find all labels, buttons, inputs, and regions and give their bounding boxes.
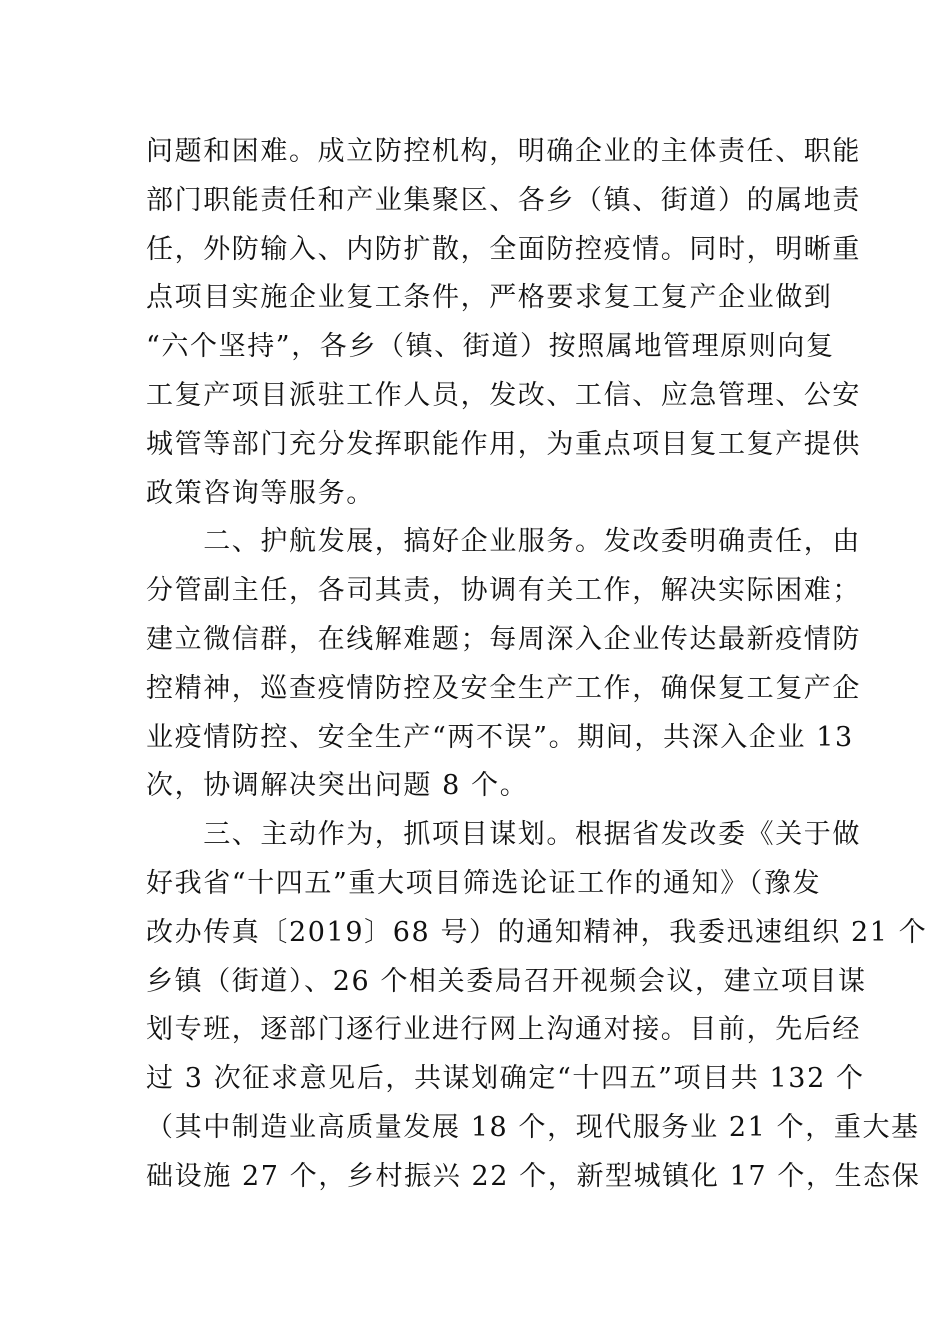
text-line: 业疫情防控、安全生产“两不误”。期间，共深入企业 13 — [146, 721, 854, 753]
text-line: 划专班，逐部门逐行业进行网上沟通对接。目前，先后经 — [146, 1014, 861, 1046]
text-line: 乡镇（街道）、26 个相关委局召开视频会议，建立项目谋 — [146, 965, 867, 997]
text-line: 问题和困难。成立防控机构，明确企业的主体责任、职能 — [146, 136, 861, 167]
text-line: 任，外防输入、内防扩散，全面防控疫情。同时，明晰重 — [146, 233, 861, 265]
text-line: “六个坚持”，各乡（镇、街道）按照属地管理原则向复 — [146, 331, 835, 363]
text-line: 部门职能责任和产业集聚区、各乡（镇、街道）的属地责 — [146, 184, 861, 216]
text-line: 改办传真〔2019〕68 号）的通知精神，我委迅速组织 21 个 — [146, 916, 928, 948]
text-line: 过 3 次征求意见后，共谋划确定“十四五”项目共 132 个 — [146, 1063, 865, 1095]
text-line: 工复产项目派驻工作人员，发改、工信、应急管理、公安 — [146, 379, 861, 411]
text-line: 础设施 27 个，乡村振兴 22 个，新型城镇化 17 个，生态保 — [146, 1160, 921, 1192]
text-line: 好我省“十四五”重大项目筛选论证工作的通知》（豫发 — [146, 867, 822, 899]
text-line: 点项目实施企业复工条件，严格要求复工复产企业做到 — [146, 282, 833, 314]
text-line: 控精神，巡查疫情防控及安全生产工作，确保复工复产企 — [146, 672, 861, 704]
text-line: 次，协调解决突出问题 8 个。 — [146, 770, 529, 802]
text-line: 分管副主任，各司其责，协调有关工作，解决实际困难； — [146, 575, 861, 607]
text-line: 三、主动作为，抓项目谋划。根据省发改委《关于做 — [146, 819, 861, 851]
text-line: （其中制造业高质量发展 18 个，现代服务业 21 个，重大基 — [146, 1111, 920, 1143]
body-text — [146, 128, 928, 1202]
text-line: 建立微信群，在线解难题；每周深入企业传达最新疫情防 — [146, 623, 861, 655]
text-line: 城管等部门充分发挥职能作用，为重点项目复工复产提供 — [146, 428, 861, 460]
text-line: 政策咨询等服务。 — [146, 477, 375, 509]
text-line: 二、护航发展，搞好企业服务。发改委明确责任，由 — [146, 526, 861, 558]
